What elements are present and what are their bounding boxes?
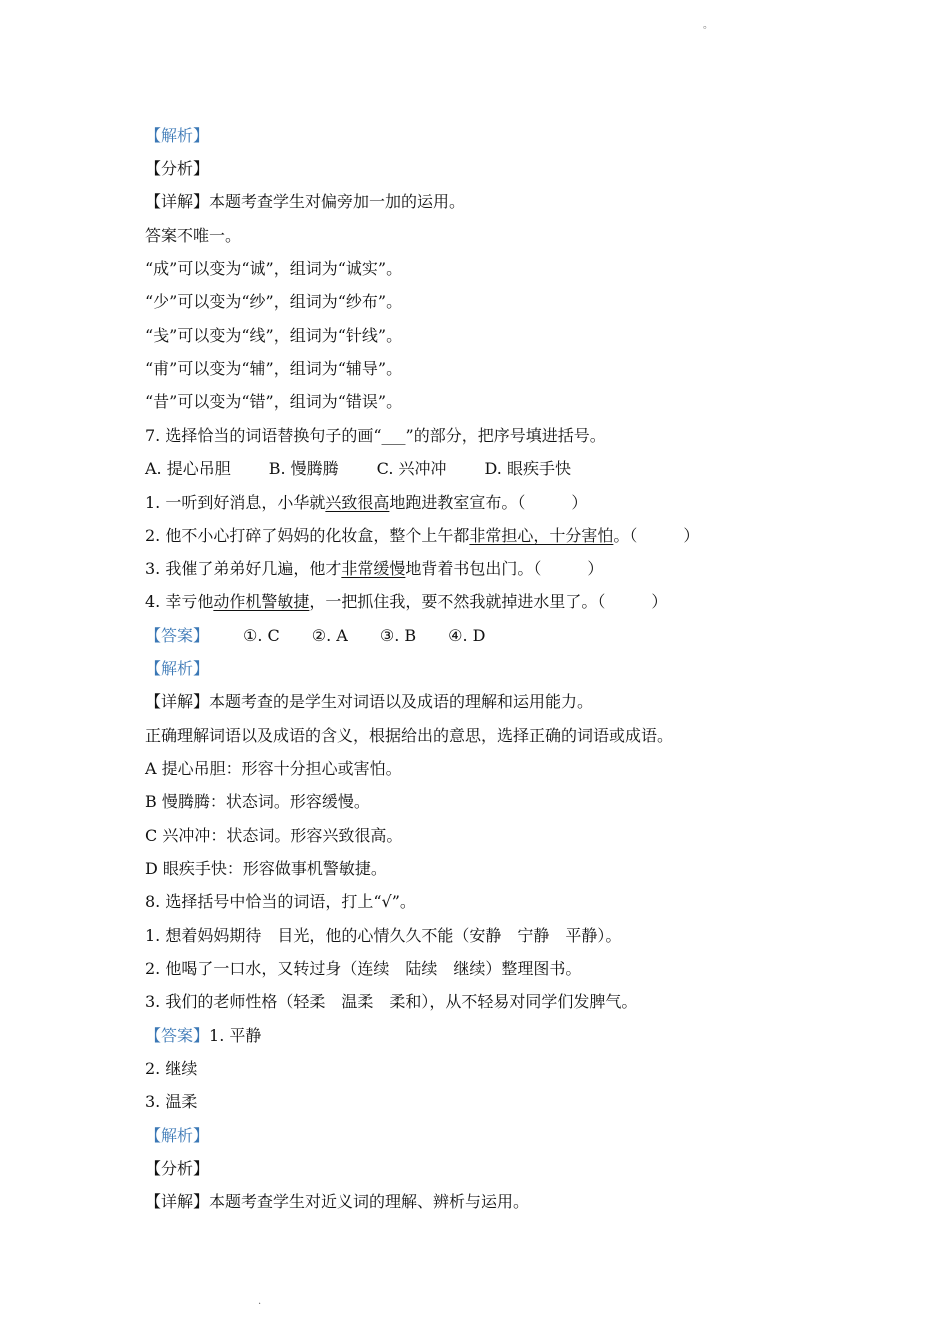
question-7-text: 7. 选择恰当的词语替换句子的画“ <box>145 426 382 445</box>
sentence-1 <box>145 492 587 514</box>
definition-d: D 眼疾手快：形容做事机警敏捷。 <box>145 859 387 878</box>
answer-item: ①. C <box>243 626 280 645</box>
definition-c: C 兴冲冲：状态词。形容兴致很高。 <box>145 826 403 845</box>
bracket-close: ） <box>651 592 668 611</box>
question-7-blank: ___ <box>381 426 406 445</box>
underlined-phrase: 兴致很高 <box>325 493 390 512</box>
detail-text: 【详解】本题考查学生对偏旁加一加的运用。 <box>145 192 466 211</box>
bracket-close: ） <box>571 493 588 512</box>
sentence-4 <box>145 591 667 613</box>
definition-a: A 提心吊胆：形容十分担心或害怕。 <box>145 759 402 778</box>
question-8-item: 1. 想着妈妈期待 目光，他的心情久久不能（安静 宁静 平静）。 <box>145 926 622 945</box>
sentence-text: ，一把抓住我，要不然我就掉进水里了。（ <box>309 592 606 611</box>
sentence-2 <box>145 525 699 547</box>
underlined-phrase: 非常缓慢 <box>341 559 406 578</box>
bracket-close: ） <box>587 559 604 578</box>
answer-label: 【答案】 <box>145 1026 210 1045</box>
detail-text: 【详解】本题考查的是学生对词语以及成语的理解和运用能力。 <box>145 692 594 711</box>
answer-8 <box>145 1025 261 1047</box>
sentence-text: 1. 一听到好消息，小华就 <box>145 493 326 512</box>
sentence-text: 2. 他不小心打碎了妈妈的化妆盒，整个上午都 <box>145 526 470 545</box>
question-8: 8. 选择括号中恰当的词语，打上“√”。 <box>145 892 416 911</box>
answer-note: 答案不唯一。 <box>145 226 242 245</box>
analysis-heading: 【解析】 <box>145 659 210 678</box>
analysis-heading: 【解析】 <box>145 1126 210 1145</box>
option-d: D. 眼疾手快 <box>484 459 571 478</box>
answer-item: 2. 继续 <box>145 1059 198 1078</box>
sentence-3 <box>145 558 603 580</box>
sentence-text: 。（ <box>613 526 638 545</box>
question-7-text-end: ”的部分，把序号填进括号。 <box>405 426 606 445</box>
sentence-text: 地跑进教室宣布。（ <box>389 493 526 512</box>
bracket-close: ） <box>683 526 700 545</box>
question-7 <box>145 425 606 447</box>
question-8-item: 2. 他喝了一口水，又转过身（连续 陆续 继续）整理图书。 <box>145 959 582 978</box>
options-row <box>145 458 571 480</box>
answer-label: 【答案】 <box>145 626 210 645</box>
answer-item: ③. B <box>379 626 417 645</box>
example-line: “成”可以变为“诚”，组词为“诚实”。 <box>145 259 403 278</box>
underlined-phrase: 非常担心，十分害怕 <box>469 526 614 545</box>
sentence-text: 3. 我催了弟弟好几遍，他才 <box>145 559 342 578</box>
underlined-phrase: 动作机警敏捷 <box>213 592 310 611</box>
definition-b: B 慢腾腾：状态词。形容缓慢。 <box>145 792 370 811</box>
question-8-item: 3. 我们的老师性格（轻柔 温柔 柔和），从不轻易对同学们发脾气。 <box>145 992 638 1011</box>
answer-item: ②. A <box>311 626 348 645</box>
sentence-text: 4. 幸亏他 <box>145 592 214 611</box>
breakdown-heading: 【分析】 <box>145 1159 210 1178</box>
answer-7 <box>145 625 485 647</box>
option-c: C. 兴冲冲 <box>376 459 447 478</box>
detail-text: 【详解】本题考查学生对近义词的理解、辨析与运用。 <box>145 1192 530 1211</box>
breakdown-heading: 【分析】 <box>145 159 210 178</box>
explanation-text: 正确理解词语以及成语的含义，根据给出的意思，选择正确的词语或成语。 <box>145 726 674 745</box>
example-line: “昔”可以变为“错”，组词为“错误”。 <box>145 392 403 411</box>
analysis-heading: 【解析】 <box>145 126 210 145</box>
option-a: A. 提心吊胆 <box>145 459 231 478</box>
answer-item: 1. 平静 <box>209 1026 262 1045</box>
example-line: “少”可以变为“纱”，组词为“纱布”。 <box>145 292 403 311</box>
example-line: “甫”可以变为“辅”，组词为“辅导”。 <box>145 359 403 378</box>
option-b: B. 慢腾腾 <box>268 459 339 478</box>
answer-item: 3. 温柔 <box>145 1092 198 1111</box>
sentence-text: 地背着书包出门。（ <box>405 559 542 578</box>
top-mark: 。 <box>703 20 713 31</box>
bottom-mark: . <box>258 1296 262 1307</box>
example-line: “戋”可以变为“线”，组词为“针线”。 <box>145 326 403 345</box>
answer-item: ④. D <box>448 626 486 645</box>
